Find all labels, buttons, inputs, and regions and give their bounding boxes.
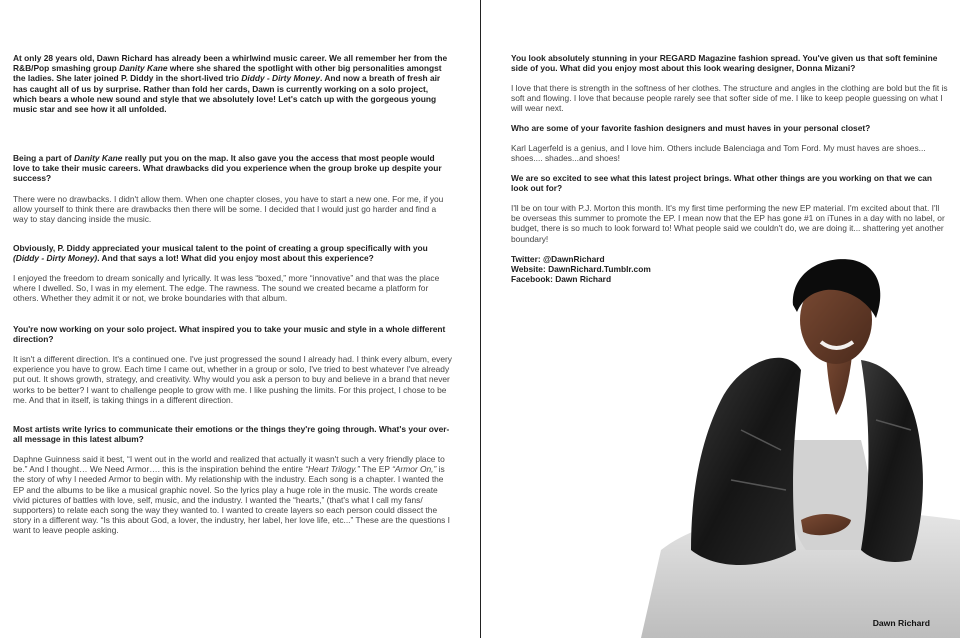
website-link: Website: DawnRichard.Tumblr.com [511, 264, 651, 275]
answer-3: It isn't a different direction. It's a continued one. I've just progressed the sound I already had. I think every album, every experience you have to grow. Each time I came out, whether in a group or solo, I've tried to best whatever I've already put out. It shows growth, strategy, and creativity. Why would you ask a person to buy and believe in a brand that never works to be better? I want to challenge people to grow with me. I like pushing the limits. For this project, I chose to be me. And that in itself, is taking things in a different direction. [13, 354, 452, 405]
answer-2: I enjoyed the freedom to dream sonically and lyrically. It was less “boxed,” more “innovative” and that was the place where I dwelled. So, I was in my element. The edge. The rawness. The sound we created became a platform for others. Whether they admit it or not, we broke boundaries with that album. [13, 273, 440, 304]
answer-4: Daphne Guinness said it best, “I went out in the world and realized that actually it wasn't such a very friendly place to be.” And I thought… We Need Armor…. this is the inspiration behind the entire “Heart Trilogy.” The EP “Armor On,” is the story of why I needed Armor to begin with. My relationship with the industry. Each song is a chapter. I wanted the EP and the albums to be like a musical graphic novel. So the lyrics play a huge role in the music. The words create vivid pictures of battles with love, self, music, and the industry. I wanted the “hearts,” (that's what I call my fans/ supporters) to relate each song the way they wanted to. I wanted to create layers so each person could dissect the story in a different way. “Is this about God, a lover, the industry, her label, her love life, etc...” These are the questions I want to leave people asking. [13, 454, 450, 536]
twitter-handle: Twitter: @DawnRichard [511, 254, 605, 264]
facebook-link: Facebook: Dawn Richard [511, 274, 612, 285]
question-6: Who are some of your favorite fashion designers and must haves in your personal closet? [511, 123, 871, 133]
answer-7: I'll be on tour with P.J. Morton this month. It's my first time performing the new EP material. I'm excited about that. I'll be overseas this summer to promote the EP. I mean now that the EP has gone #1 on iTunes in a day with no label, or budget, there is so much to look forward to! What people said we couldn't do, we are doing it... shattering yet another boundary! [511, 203, 945, 244]
question-2: Obviously, P. Diddy appreciated your musical talent to the point of creating a group specifically with you (Diddy - Dirty Money). And that says a lot! What did you enjoy most about this experience? [13, 243, 428, 264]
answer-6: Karl Lagerfeld is a genius, and I love him. Others include Balenciaga and Tom Ford. My must haves are shoes... shoes.... shades...and shoes! [511, 143, 926, 164]
portrait-photo [621, 250, 960, 638]
answer-1: There were no drawbacks. I didn't allow them. When one chapter closes, you have to start a new one. For me, if you allow yourself to think there are drawbacks then there will be some. I decided that I would just go harder and find a way to stay dancing inside the music. [13, 194, 444, 225]
intro-paragraph: At only 28 years old, Dawn Richard has already been a whirlwind music career. We all remember her from the R&B/Pop smashing group Danity Kane where she shared the spotlight with other big personalities amongst the ladies. She later joined P. Diddy in the short-lived trio Diddy - Dirty Money. And now a breath of fresh air has caught all of us by surprise. Rather than fold her cards, Dawn is currently working on a solo project, which bears a whole new sound and style that we absolutely love! Let's catch up with the gorgeous young music star and see how it all unfolded. [13, 53, 448, 115]
question-7: We are so excited to see what this latest project brings. What other things are you working on that we can look out for? [511, 173, 933, 194]
photo-caption: Dawn Richard [872, 618, 930, 628]
question-3: You're now working on your solo project. What inspired you to take your music and style in a whole different direction? [13, 324, 446, 345]
right-page [481, 0, 960, 638]
answer-5: I love that there is strength in the softness of her clothes. The structure and angles in the clothing are bold but the fit is soft and flowing. I love that because people rarely see that softer side of me. I like to keep people guessing on what I will wear next. [511, 83, 948, 114]
question-5: You look absolutely stunning in your REGARD Magazine fashion spread. You've given us that soft feminine side of you. What did you enjoy most about this look wearing designer, Donna Mizani? [511, 53, 938, 74]
question-1: Being a part of Danity Kane really put you on the map. It also gave you the access that most people would love to take their music careers. What drawbacks did you experience when the group broke up despite your success? [13, 153, 442, 184]
question-4: Most artists write lyrics to communicate their emotions or the things they're going through. What's your over-all message in this latest album? [13, 424, 450, 445]
